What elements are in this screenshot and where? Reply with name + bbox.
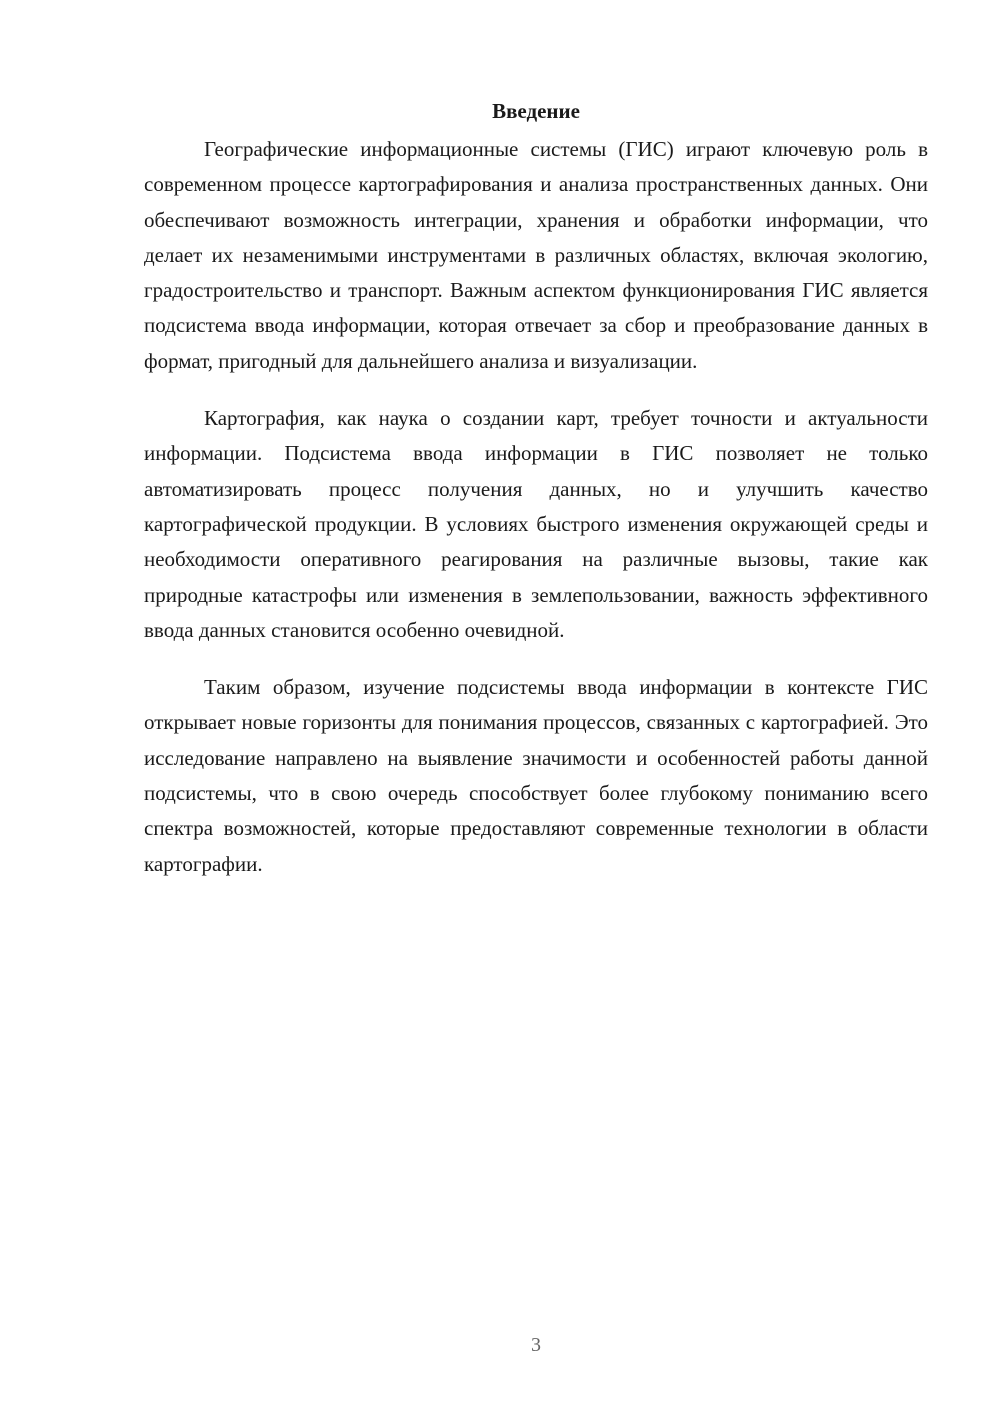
paragraph-1: Географические информационные системы (ГИС) играют ключевую роль в современном процессе картографирования и анализа пространственных данных. Они обеспечивают возможность интеграции, хранения и обработки информации, что делает их незаменимыми инструментами в различных областях, включая экологию, градостроительство и транспорт. Важным аспектом функционирования ГИС является подсистема ввода информации, которая отвечает за сбор и преобразование данных в формат, пригодный для дальнейшего анализа и визуализации. (144, 137, 928, 373)
page-content (144, 96, 928, 882)
paragraph-3: Таким образом, изучение подсистемы ввода информации в контексте ГИС открывает новые горизонты для понимания процессов, связанных с картографией. Это исследование направлено на выявление значимости и особенностей работы данной подсистемы, что в свою очередь способствует более глубокому пониманию всего спектра возможностей, которые предоставляют современные технологии в области картографии. (144, 675, 928, 876)
paragraph-2: Картография, как наука о создании карт, требует точности и актуальности информации. Подсистема ввода информации в ГИС позволяет не только автоматизировать процесс получения данных, но и улучшить качество картографической продукции. В условиях быстрого изменения окружающей среды и необходимости оперативного реагирования на различные вызовы, такие как природные катастрофы или изменения в землепользовании, важность эффективного ввода данных становится особенно очевидной. (144, 406, 928, 642)
page-number: 3 (531, 1334, 541, 1356)
section-title: Введение (492, 99, 580, 123)
